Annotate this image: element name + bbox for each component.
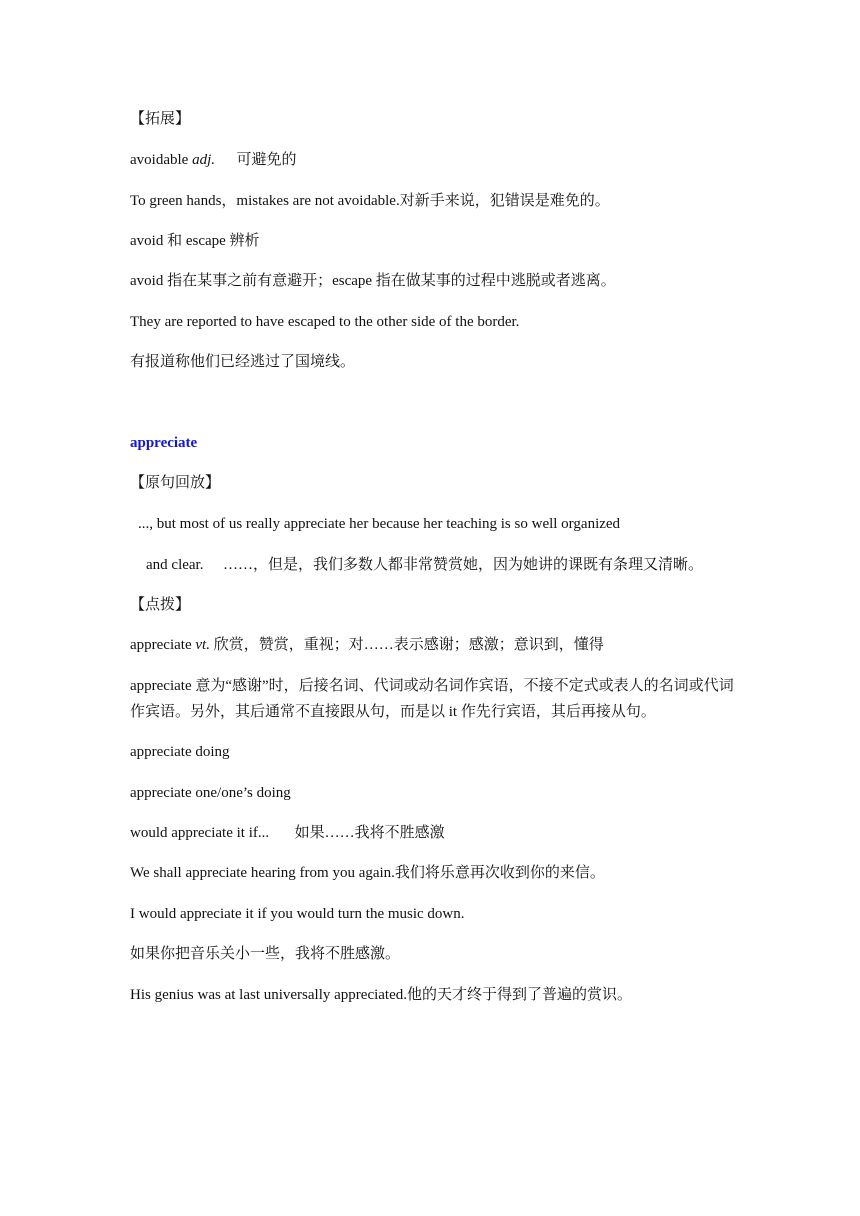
example-sentence: We shall appreciate hearing from you again.我们将乐意再次收到你的来信。 — [130, 865, 605, 881]
meaning-text: 欣赏，赞赏，重视；对……表示感谢；感激；意识到，懂得 — [213, 637, 604, 653]
headword-avoidable: avoidable — [130, 152, 189, 168]
section-tag-review: 【原句回放】 — [130, 475, 221, 491]
example-sentence: To green hands，mistakes are not avoidable.对新手来说，犯错误是难免的。 — [130, 193, 610, 209]
quote-line-2 — [146, 555, 703, 575]
pattern-1: appreciate doing — [130, 744, 230, 760]
section-tag-tips: 【点拨】 — [130, 597, 191, 613]
pattern-3-cn: 如果……我将不胜感激 — [294, 825, 445, 841]
example-sentence-en: They are reported to have escaped to the other side of the border. — [130, 314, 520, 330]
quote-line-2-cn: ……，但是，我们多数人都非常赞赏她，因为她讲的课既有条理又清晰。 — [222, 557, 703, 573]
example-sentence-cn: 有报道称他们已经逃过了国境线。 — [130, 354, 356, 370]
headword-appreciate-inline: appreciate — [130, 637, 192, 653]
example-sentence: His genius was at last universally appreciated.他的天才终于得到了普遍的赏识。 — [130, 987, 633, 1003]
example-sentence-en: I would appreciate it if you would turn the music down. — [130, 906, 465, 922]
quote-line-2-en: and clear. — [146, 557, 204, 573]
pattern-2: appreciate one/one’s doing — [130, 785, 291, 801]
usage-note: appreciate 意为“感谢”时，后接名词、代词或动名词作宾语，不接不定式或表人的名词或代词作宾语。另外，其后通常不直接跟从句，而是以 it 作先行宾语，其后再接从句。 — [130, 678, 734, 720]
meaning-text: 可避免的 — [236, 152, 297, 168]
part-of-speech: vt. — [195, 637, 210, 653]
section-tag-extend: 【拓展】 — [130, 111, 191, 127]
quote-line-1: ..., but most of us really appreciate her because her teaching is so well organized — [138, 516, 621, 532]
compare-body: avoid 指在某事之前有意避开；escape 指在做某事的过程中逃脱或者逃离。 — [130, 273, 616, 289]
pattern-3 — [130, 823, 445, 843]
definition-avoidable — [130, 150, 297, 170]
definition-appreciate — [130, 635, 604, 655]
compare-title: avoid 和 escape 辨析 — [130, 233, 260, 249]
headword-appreciate: appreciate — [130, 435, 198, 451]
part-of-speech: adj. — [192, 152, 215, 168]
pattern-3-en: would appreciate it if... — [130, 825, 270, 841]
example-sentence-cn: 如果你把音乐关小一些，我将不胜感激。 — [130, 946, 401, 962]
